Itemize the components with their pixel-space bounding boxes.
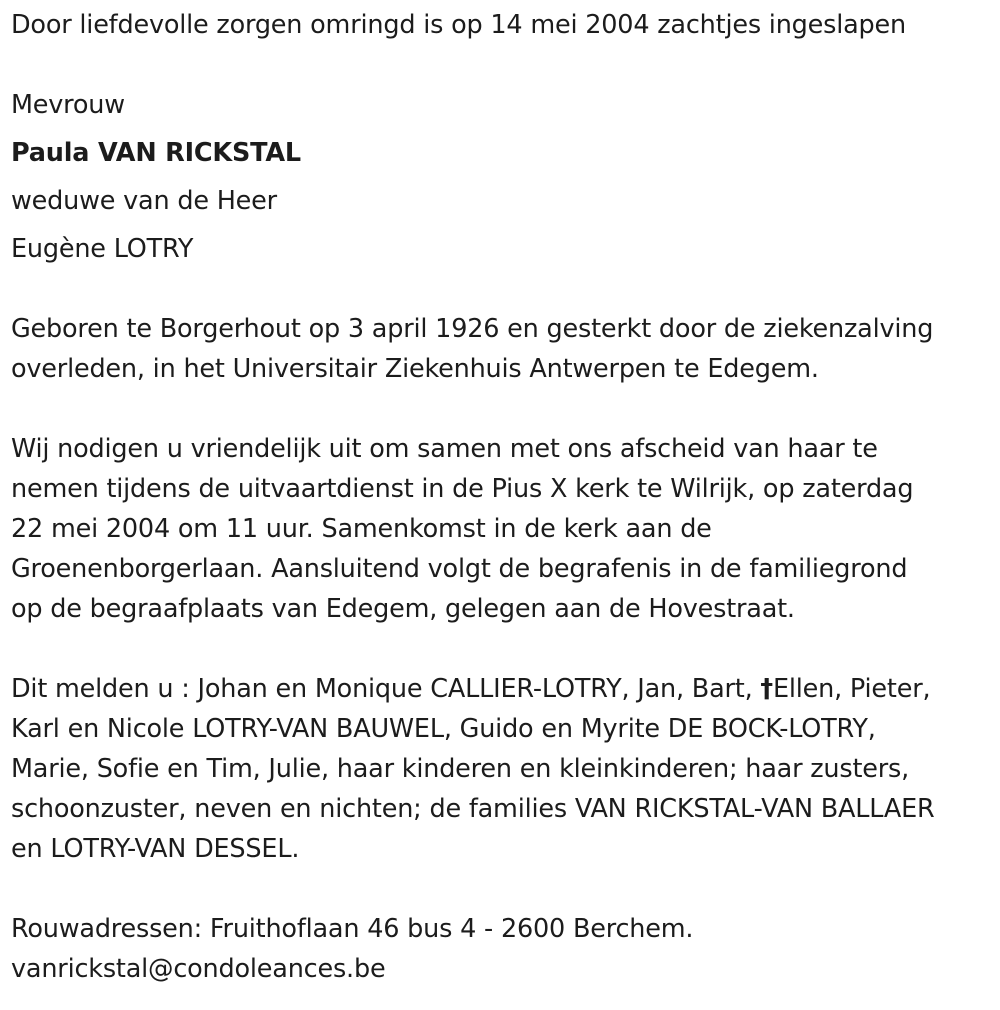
- birth-line: Geboren te Borgerhout op 3 april 1926 en gesterkt door de ziekenzalving: [11, 314, 934, 344]
- invitation-paragraph: [11, 429, 1000, 629]
- widow-text: weduwe van de Heer: [11, 186, 277, 216]
- birth-paragraph: [11, 309, 1000, 389]
- invitation-line: Wij nodigen u vriendelijk uit om samen met ons afscheid van haar te: [11, 434, 878, 464]
- spouse-block: [11, 229, 1000, 269]
- cross-icon: †: [760, 674, 773, 704]
- birth-line: overleden, in het Universitair Ziekenhuis Antwerpen te Edegem.: [11, 354, 819, 384]
- deceased-name-block: [11, 133, 1000, 173]
- announcement-text: Dit melden u : Johan en Monique CALLIER-LOTRY, Jan, Bart,: [11, 674, 761, 704]
- invitation-line: nemen tijdens de uitvaartdienst in de Pius X kerk te Wilrijk, op zaterdag: [11, 474, 914, 504]
- intro-paragraph: [11, 5, 1000, 45]
- spouse-name: Eugène LOTRY: [11, 234, 194, 264]
- announcement-paragraph: [11, 669, 1000, 869]
- intro-text: Door liefdevolle zorgen omringd is op 14 mei 2004 zachtjes ingeslapen: [11, 10, 906, 40]
- invitation-line: Groenenborgerlaan. Aansluitend volgt de begrafenis in de familiegrond: [11, 554, 908, 584]
- invitation-line: op de begraafplaats van Edegem, gelegen aan de Hovestraat.: [11, 594, 795, 624]
- announcement-line: Karl en Nicole LOTRY-VAN BAUWEL, Guido en Myrite DE BOCK-LOTRY,: [11, 714, 876, 744]
- condolence-email: vanrickstal@condoleances.be: [11, 954, 386, 984]
- deceased-name: Paula VAN RICKSTAL: [11, 138, 301, 168]
- announcement-text: Ellen, Pieter,: [772, 674, 931, 704]
- announcement-line: en LOTRY-VAN DESSEL.: [11, 834, 300, 864]
- death-notice: [0, 5, 1000, 1010]
- announcement-line: Marie, Sofie en Tim, Julie, haar kinderen en kleinkinderen; haar zusters,: [11, 754, 910, 784]
- addresses-paragraph: [11, 909, 1000, 989]
- salutation-block: [11, 85, 1000, 125]
- announcement-line: [11, 669, 1000, 709]
- salutation-text: Mevrouw: [11, 90, 125, 120]
- widow-block: [11, 181, 1000, 221]
- invitation-line: 22 mei 2004 om 11 uur. Samenkomst in de kerk aan de: [11, 514, 712, 544]
- mourning-address: Rouwadressen: Fruithoflaan 46 bus 4 - 2600 Berchem.: [11, 914, 694, 944]
- announcement-line: schoonzuster, neven en nichten; de families VAN RICKSTAL-VAN BALLAER: [11, 794, 935, 824]
